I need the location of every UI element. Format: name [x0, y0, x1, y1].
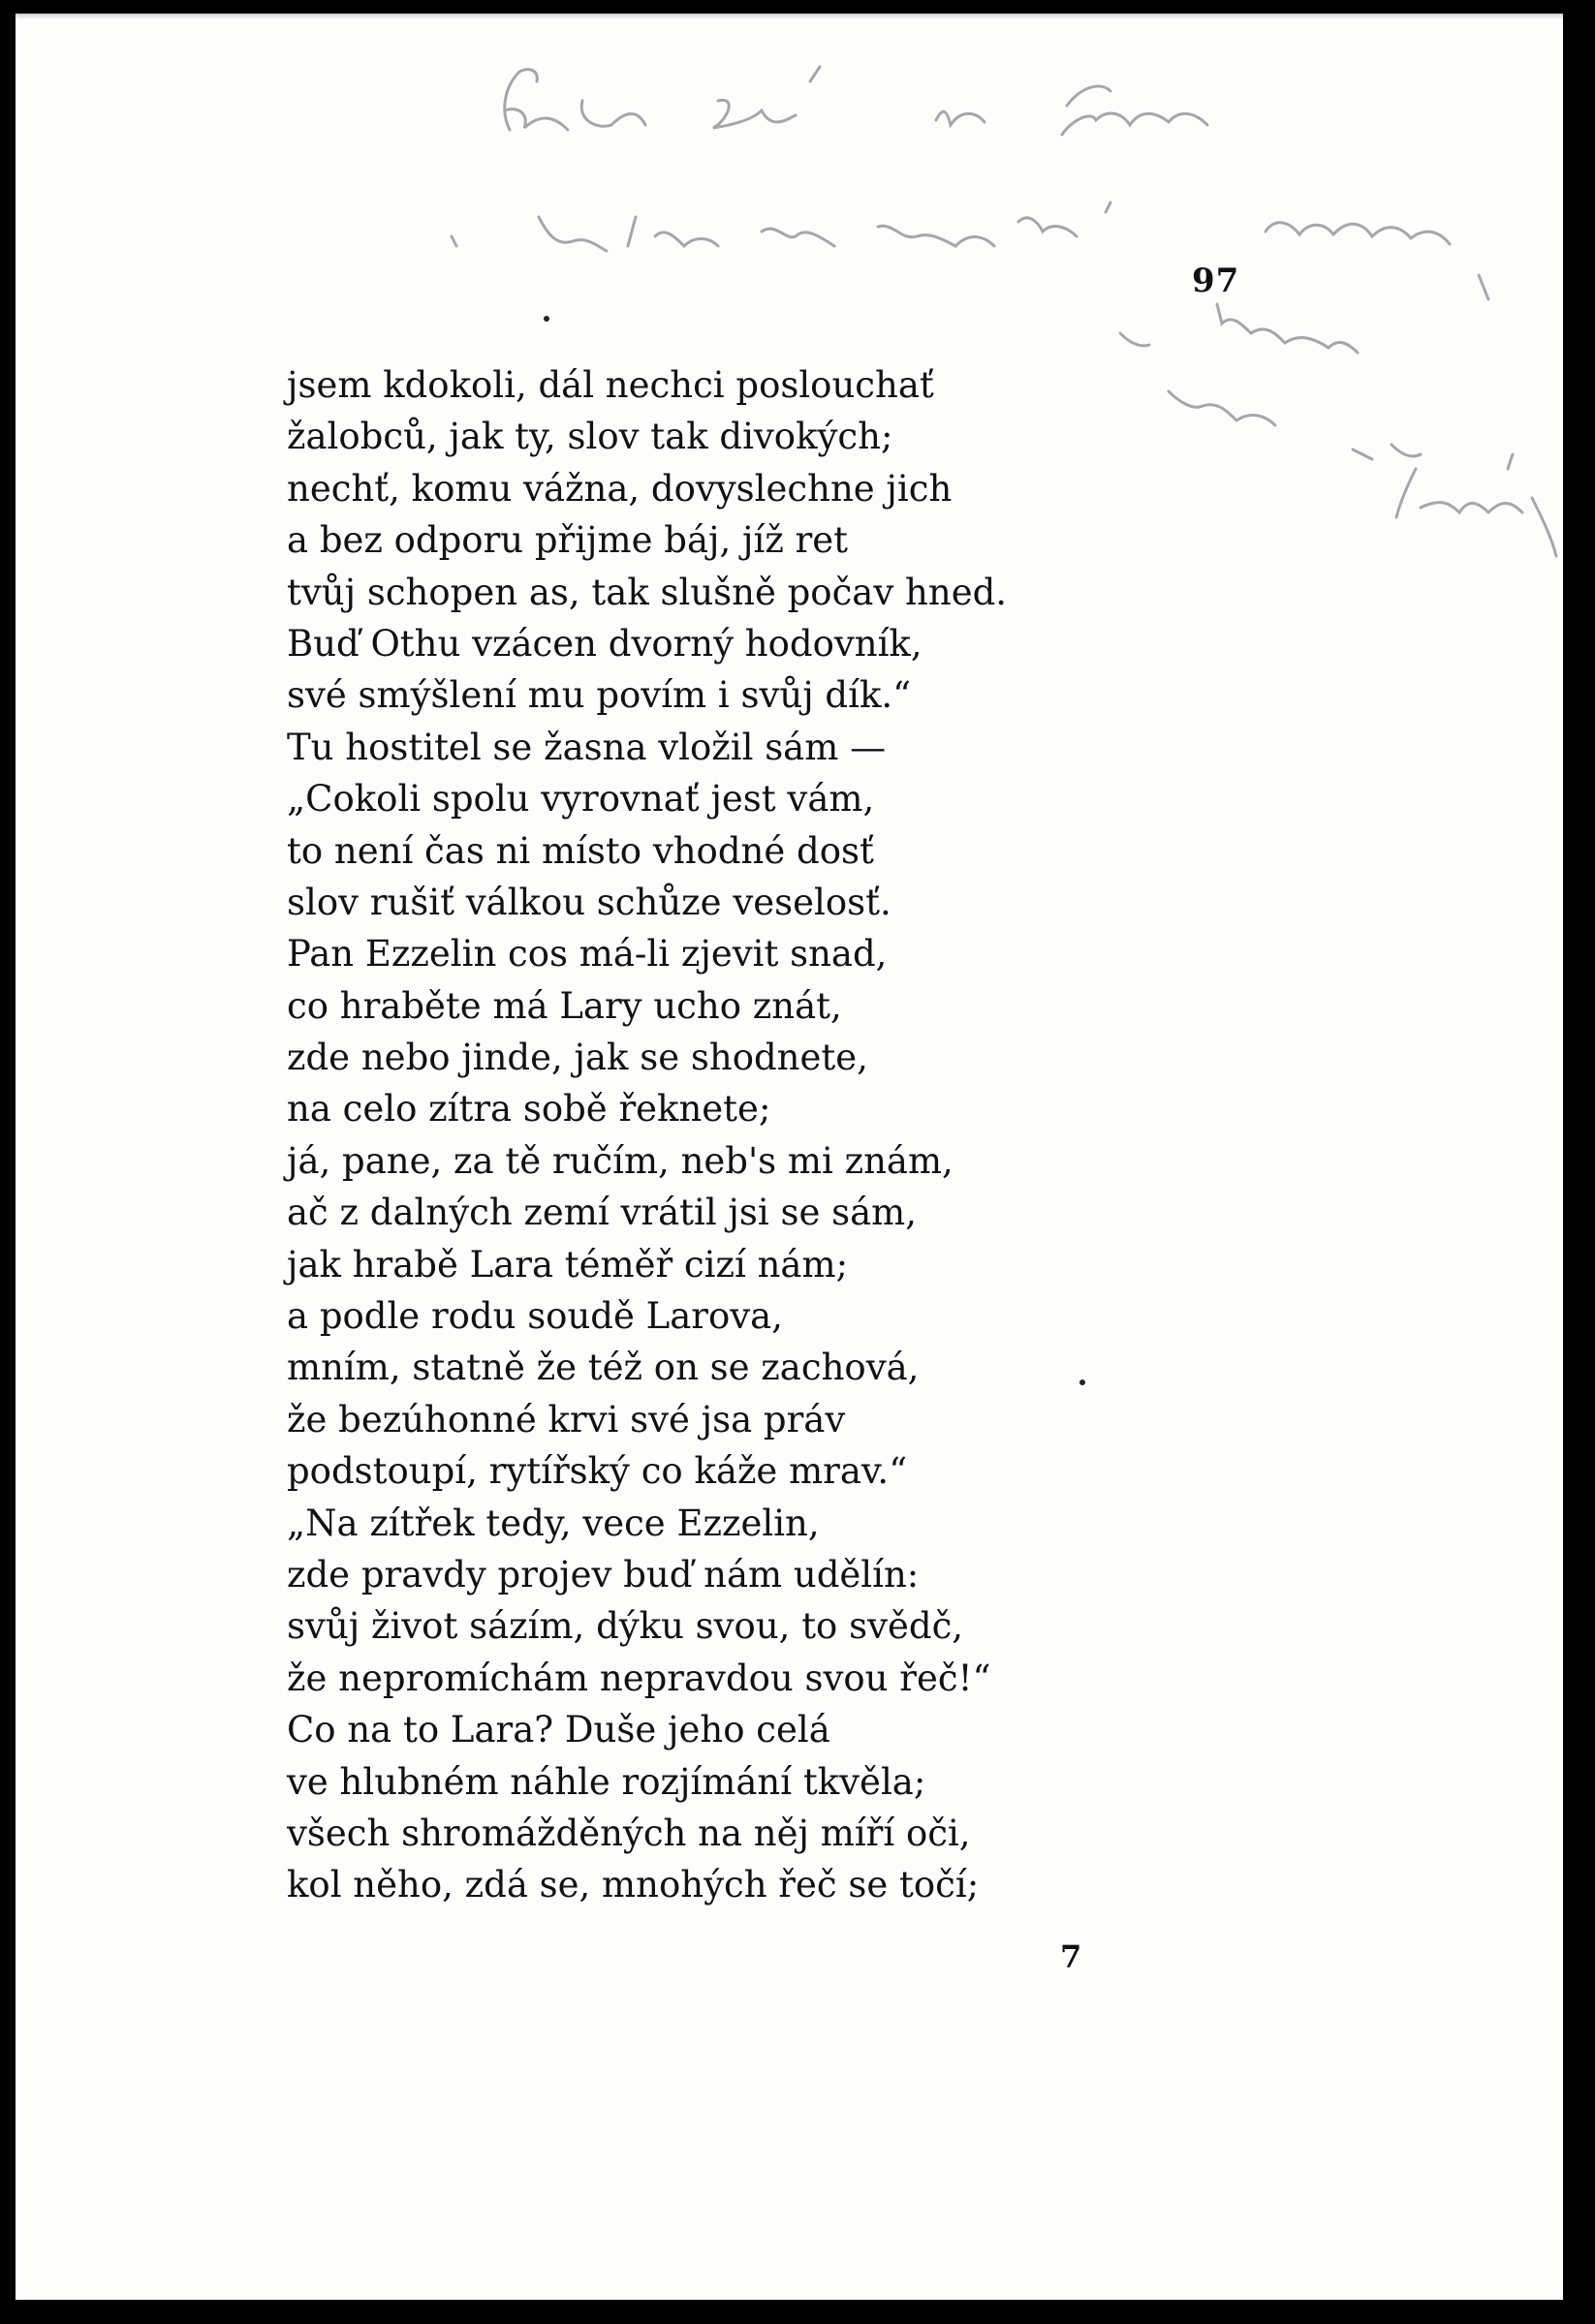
text-line: „Na zítřek tedy, vece Ezzelin, [287, 1502, 820, 1544]
text-line: mním, statně že též on se zachová, [287, 1347, 920, 1389]
text-line: zde pravdy projev buď nám udělín: [287, 1553, 920, 1596]
text-line: svůj život sázím, dýku svou, to svědč, [287, 1605, 964, 1648]
text-line: tvůj schopen as, tak slušně počav hned. [287, 571, 1008, 613]
text-line: Co na to Lara? Duše jeho celá [287, 1709, 830, 1751]
text-line: nechť, komu vážna, dovyslechne jich [287, 467, 953, 510]
text-line: Buď Othu vzácen dvorný hodovník, [287, 622, 923, 665]
text-line: že nepromíchám nepravdou svou řeč!“ [287, 1657, 991, 1699]
text-line: kol něho, zdá se, mnohých řeč se točí; [287, 1864, 980, 1906]
scan-edge [16, 14, 1563, 19]
text-line: a podle rodu soudě Larova, [287, 1295, 783, 1338]
text-line: „Cokoli spolu vyrovnať jest vám, [287, 778, 875, 821]
text-line: že bezúhonné krvi své jsa práv [287, 1398, 846, 1441]
page-number: 97 [1192, 262, 1240, 300]
text-line: ve hlubném náhle rozjímání tkvěla; [287, 1760, 926, 1803]
text-line: podstoupí, rytířský co káže mrav.“ [287, 1450, 908, 1493]
text-line: slov rušiť válkou schůze veselosť. [287, 881, 891, 923]
text-line: ač z dalných zemí vrátil jsi se sám, [287, 1192, 918, 1234]
text-line: Tu hostitel se žasna vložil sám — [287, 726, 887, 768]
text-line: a bez odporu přijme báj, jíž ret [287, 519, 849, 562]
text-line: já, pane, za tě ručím, neb's mi znám, [287, 1139, 954, 1182]
text-line: co hraběte má Lary ucho znát, [287, 984, 842, 1027]
ink-speck [544, 316, 549, 322]
text-line: své smýšlení mu povím i svůj dík.“ [287, 674, 912, 717]
text-line: na celo zítra sobě řeknete; [287, 1088, 771, 1131]
text-line: jak hrabě Lara téměř cizí nám; [287, 1243, 849, 1286]
text-line: jsem kdokoli, dál nechci poslouchať [287, 364, 934, 406]
book-page [16, 14, 1563, 2300]
text-line: všech shromážděných na něj míří oči, [287, 1812, 971, 1854]
text-line: Pan Ezzelin cos má-li zjevit snad, [287, 933, 888, 976]
text-line: zde nebo jinde, jak se shodnete, [287, 1037, 868, 1079]
text-line: žalobců, jak ty, slov tak divokých; [287, 416, 893, 458]
poem-text [287, 359, 1140, 1911]
text-line: to není čas ni místo vhodné dosť [287, 829, 874, 872]
signature-mark: 7 [1060, 1938, 1082, 1975]
